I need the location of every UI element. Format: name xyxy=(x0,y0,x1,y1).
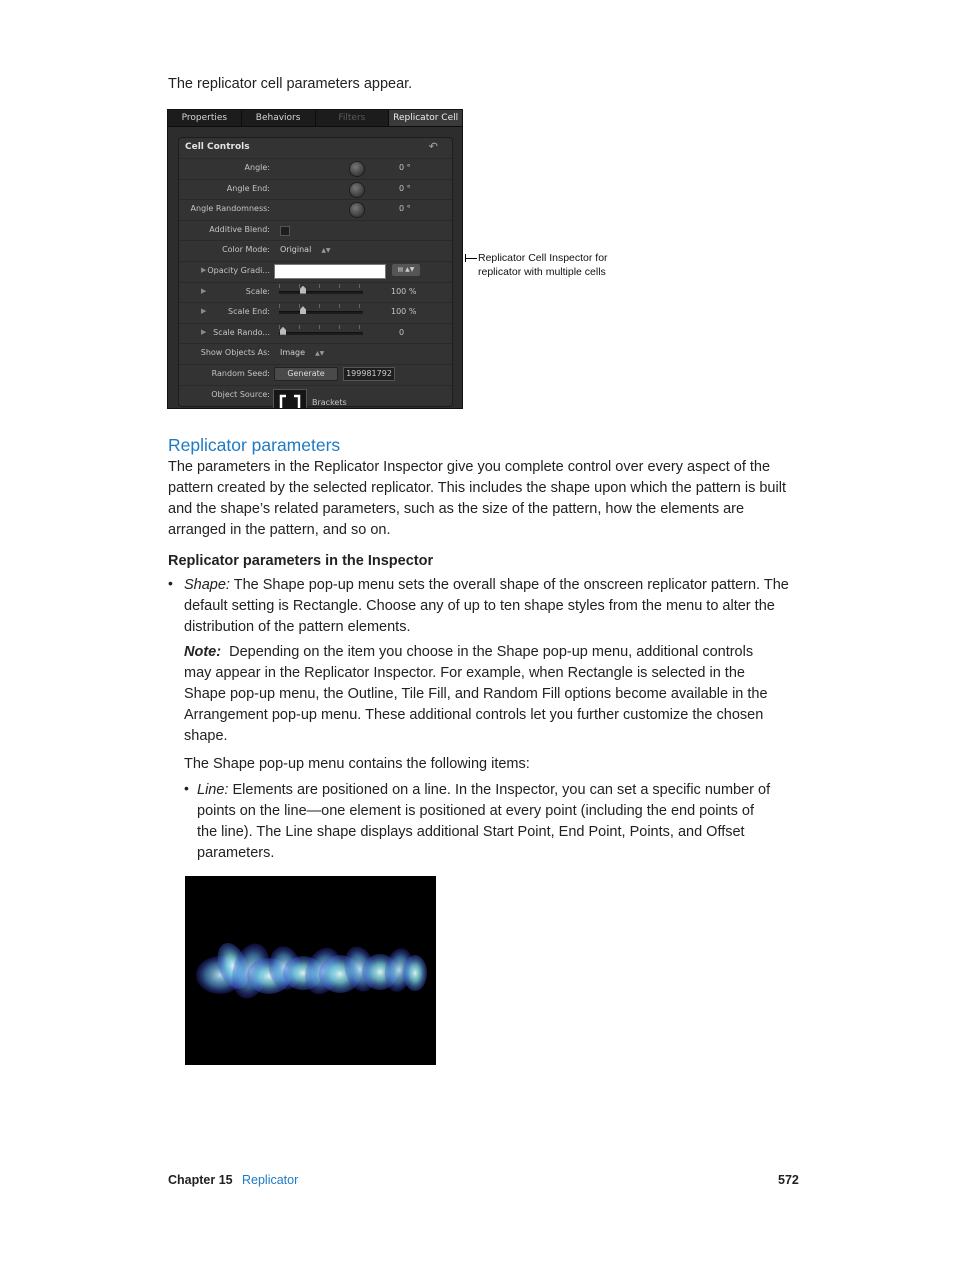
panel-header xyxy=(179,138,452,158)
color-mode-value: Original xyxy=(280,245,312,255)
inspector-tabs xyxy=(168,110,462,127)
cell-controls-panel xyxy=(178,137,453,407)
slider-ticks xyxy=(279,325,363,329)
scale-randomness-value[interactable]: 0 xyxy=(399,327,405,337)
scale-end-slider[interactable] xyxy=(279,311,363,314)
shape-description: The Shape pop-up menu sets the overall shape of the onscreen replicator pattern. The default setting is Rectangle. Choose any of up to ten shape styles from the menu to alter the distribution of the pattern elements. xyxy=(184,577,789,635)
tab-behaviors[interactable]: Behaviors xyxy=(242,110,316,126)
replicator-cell-inspector xyxy=(167,109,463,409)
scale-randomness-row xyxy=(179,323,452,344)
additive-blend-label: Additive Blend: xyxy=(209,224,270,234)
disclosure-triangle-icon[interactable]: ▶ xyxy=(201,307,207,316)
angle-randomness-dial[interactable] xyxy=(349,202,365,218)
scale-randomness-slider[interactable] xyxy=(279,332,363,335)
random-seed-field[interactable]: 199981792 xyxy=(343,367,395,381)
line-shape-preview-image xyxy=(185,876,436,1065)
scale-row xyxy=(179,282,452,303)
angle-dial[interactable] xyxy=(349,161,365,177)
line-item-paragraph xyxy=(197,780,772,864)
opacity-gradient-row xyxy=(179,261,452,282)
shape-term: Shape: xyxy=(184,577,230,593)
intro-text: The replicator cell parameters appear. xyxy=(168,76,413,92)
section-heading: Replicator parameters xyxy=(168,435,341,455)
brackets-icon xyxy=(278,394,302,409)
scale-label: Scale: xyxy=(245,286,270,296)
panel-title: Cell Controls xyxy=(185,142,250,152)
disclosure-triangle-icon[interactable]: ▶ xyxy=(201,286,207,295)
angle-randomness-label: Angle Randomness: xyxy=(190,204,270,214)
show-objects-as-popup[interactable] xyxy=(280,348,324,357)
angle-end-row xyxy=(179,179,452,200)
bullet-marker: • xyxy=(168,575,173,591)
additive-blend-row xyxy=(179,220,452,241)
color-mode-row xyxy=(179,240,452,261)
note-label: Note: xyxy=(184,644,222,660)
angle-end-label: Angle End: xyxy=(226,183,270,193)
disclosure-triangle-icon[interactable]: ▶ xyxy=(201,327,207,336)
angle-end-value[interactable]: 0 ° xyxy=(399,183,411,193)
page-number: 572 xyxy=(778,1173,799,1187)
random-seed-row xyxy=(179,364,452,385)
angle-randomness-value[interactable]: 0 ° xyxy=(399,204,411,214)
shape-menu-intro: The Shape pop-up menu contains the following items: xyxy=(184,756,530,772)
tab-properties[interactable]: Properties xyxy=(168,110,242,126)
slider-ticks xyxy=(279,284,363,288)
line-description: Elements are positioned on a line. In the Inspector, you can set a specific number of points on the line—one element is positioned at every point (including the end points of the line). The Line shape displays additional Start Point, End Point, Points, and Offset parameters. xyxy=(197,782,771,861)
footer-chapter: Chapter 15 xyxy=(168,1173,233,1187)
slider-ticks xyxy=(279,304,363,308)
bullet-marker: • xyxy=(184,780,189,796)
shape-item-paragraph xyxy=(184,575,794,638)
object-source-name: Brackets xyxy=(312,397,347,407)
scale-value[interactable]: 100 % xyxy=(391,286,417,296)
object-source-well[interactable] xyxy=(273,389,307,409)
scale-end-value[interactable]: 100 % xyxy=(391,307,417,317)
scale-randomness-label: Scale Rando... xyxy=(213,327,270,337)
reset-icon[interactable]: ↶ xyxy=(428,140,438,153)
callout-text: Replicator Cell Inspector for replicator with multiple cells xyxy=(478,252,608,278)
footer-chapter-link[interactable]: Replicator xyxy=(242,1173,299,1187)
object-source-label: Object Source: xyxy=(211,389,270,399)
replicator-line-render xyxy=(185,876,436,1065)
scale-end-row xyxy=(179,302,452,323)
scale-end-label: Scale End: xyxy=(228,307,270,317)
angle-randomness-row xyxy=(179,199,452,220)
scale-slider[interactable] xyxy=(279,291,363,294)
callout-line xyxy=(465,258,477,259)
object-source-row xyxy=(179,385,452,409)
tab-replicator-cell[interactable]: Replicator Cell xyxy=(389,110,462,126)
angle-end-dial[interactable] xyxy=(349,182,365,198)
angle-row xyxy=(179,158,452,179)
line-term: Line: xyxy=(197,782,229,798)
note-text: Depending on the item you choose in the Shape pop-up menu, additional controls may appear in the Replicator Inspector. For example, when Rectangle is selected in the Shape pop-up menu, the Outline, Tile Fill, and Random Fill options become available in the Arrangement pop-up menu. These additional controls let you further customize the chosen shape. xyxy=(184,644,771,744)
tab-filters[interactable]: Filters xyxy=(316,110,390,126)
show-objects-as-value: Image xyxy=(280,348,306,358)
gradient-preset-popup[interactable]: ▤ ▲▼ xyxy=(392,264,420,276)
popup-arrows-icon: ▲▼ xyxy=(321,247,331,255)
sub-heading: Replicator parameters in the Inspector xyxy=(168,553,434,569)
disclosure-triangle-icon[interactable]: ▶ xyxy=(201,265,207,274)
opacity-gradient-label: Opacity Gradi... xyxy=(207,265,270,275)
section-body: The parameters in the Replicator Inspector give you complete control over every aspect of the pattern created by the selected replicator. This includes the shape upon which the pattern is built and the shape’s related parameters, such as the size of the pattern, how the elements are arranged in the pattern, and so on. xyxy=(168,459,786,538)
additive-blend-checkbox[interactable] xyxy=(280,226,290,236)
opacity-gradient-swatch[interactable] xyxy=(274,264,386,279)
popup-arrows-icon: ▲▼ xyxy=(315,350,325,358)
show-objects-as-label: Show Objects As: xyxy=(200,348,270,358)
color-mode-label: Color Mode: xyxy=(222,245,270,255)
generate-button[interactable]: Generate xyxy=(274,367,338,381)
angle-label: Angle: xyxy=(244,163,270,172)
show-objects-as-row xyxy=(179,343,452,364)
note-paragraph xyxy=(184,642,774,747)
angle-value[interactable]: 0 ° xyxy=(399,163,411,172)
color-mode-popup[interactable] xyxy=(280,245,331,254)
random-seed-label: Random Seed: xyxy=(211,368,270,378)
